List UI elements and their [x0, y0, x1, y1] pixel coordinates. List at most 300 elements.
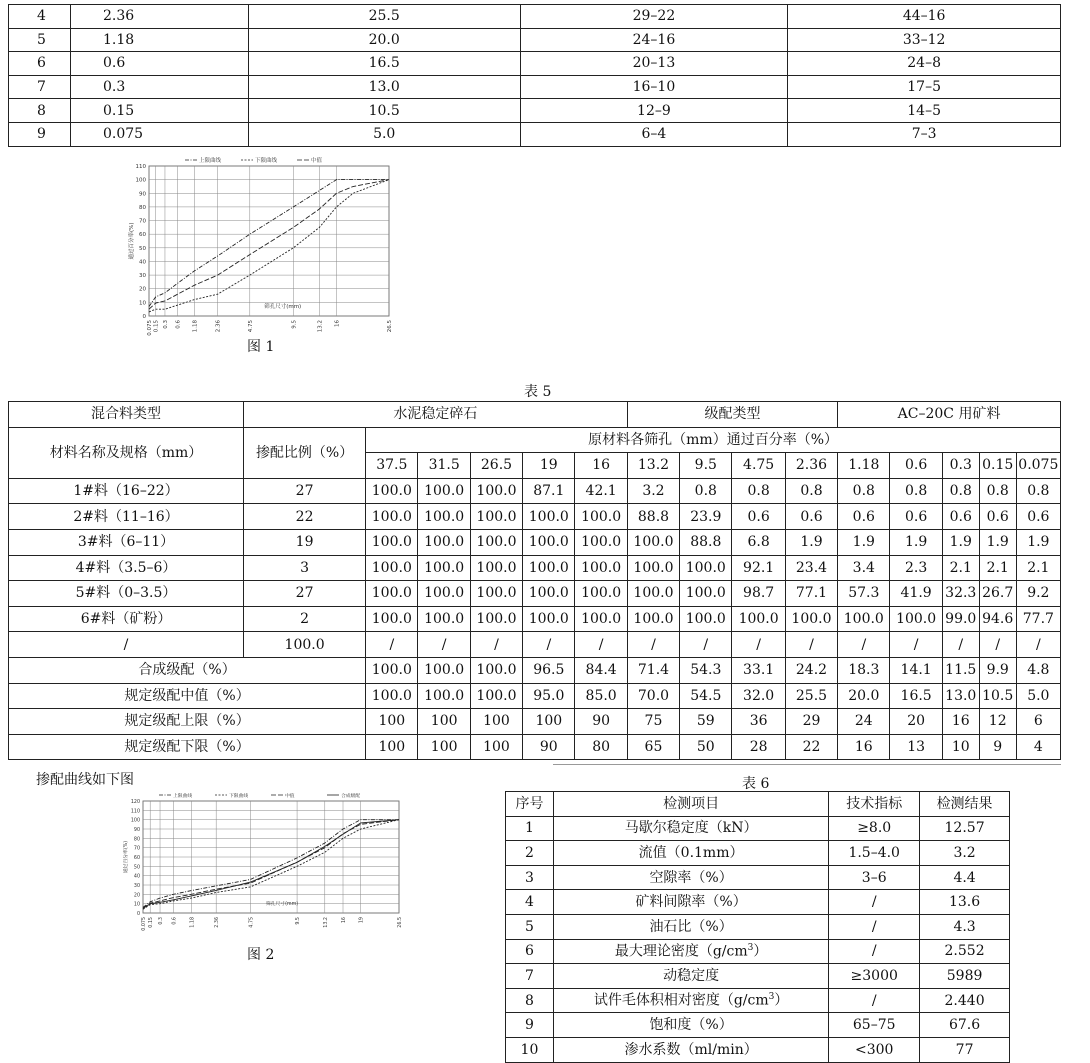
test-item-label: 马歇尔稳定度（kN） — [624, 820, 758, 837]
divider-line — [553, 764, 1061, 765]
table-cell: 92.1 — [732, 555, 785, 581]
table-cell: 37.5 — [366, 453, 418, 479]
table-cell: 13.0 — [248, 75, 520, 99]
table-cell — [553, 1037, 828, 1062]
table-cell: 2#料（11–16） — [9, 504, 244, 530]
table-cell: 9 — [9, 122, 71, 146]
x-tick-label: 16 — [334, 320, 341, 327]
table-header-row — [9, 427, 1061, 453]
table-cell: 5.0 — [1016, 683, 1060, 709]
table-cell: 32.0 — [732, 683, 785, 709]
x-axis-label: 筛孔尺寸(mm) — [265, 902, 299, 907]
table-cell: 100.0 — [785, 606, 837, 632]
table-cell: 96.5 — [523, 657, 575, 683]
table-cell: 2.1 — [1016, 555, 1060, 581]
legend-label: 下限曲线 — [229, 794, 249, 799]
legend-label: 上限曲线 — [199, 158, 222, 164]
table-cell: 18.3 — [838, 657, 890, 683]
table-cell: 5.0 — [248, 122, 520, 146]
table-row — [9, 606, 1061, 632]
x-tick-label: 0.3 — [159, 917, 165, 925]
table-cell: 100.0 — [418, 657, 470, 683]
x-tick-label: 0.3 — [162, 320, 169, 329]
table-row — [506, 890, 1010, 915]
table-cell: 57.3 — [838, 581, 890, 607]
test-item-label: 动稳定度 — [663, 967, 720, 984]
table-cell: 4.3 — [920, 914, 1010, 939]
table-cell: / — [829, 939, 920, 964]
table-cell: 13.6 — [920, 890, 1010, 915]
table-cell: 1#料（16–22） — [9, 478, 244, 504]
table-row — [9, 504, 1061, 530]
gradation-limits-table — [8, 4, 1061, 147]
table-cell: 0.8 — [680, 478, 732, 504]
table-row — [506, 988, 1010, 1013]
table-cell: 9.2 — [1016, 581, 1060, 607]
x-tick-label: 9.5 — [291, 320, 298, 329]
table-cell: 100.0 — [366, 555, 418, 581]
table-cell: 25.5 — [785, 683, 837, 709]
table-cell: 16.5 — [890, 683, 942, 709]
table-cell: 1.9 — [838, 529, 890, 555]
table-cell: 100.0 — [366, 606, 418, 632]
table-cell: 4.75 — [732, 453, 785, 479]
x-tick-label: 16 — [342, 917, 348, 924]
table-cell: 1.18 — [838, 453, 890, 479]
table-cell: 88.8 — [680, 529, 732, 555]
table-cell: 1.9 — [1016, 529, 1060, 555]
table-cell: 100.0 — [470, 478, 522, 504]
table-cell: 50 — [680, 734, 732, 760]
table-cell: 0.075 — [1016, 453, 1060, 479]
table-cell: 84.4 — [575, 657, 627, 683]
table-cell: 90 — [523, 734, 575, 760]
table-row — [506, 841, 1010, 866]
plot-frame — [149, 166, 389, 316]
table-cell: 31.5 — [418, 453, 470, 479]
table-cell: 25.5 — [248, 5, 520, 29]
table-cell: 22 — [785, 734, 837, 760]
table-cell: 65–75 — [829, 1013, 920, 1038]
y-tick-label: 60 — [133, 856, 140, 861]
table-cell: / — [785, 632, 837, 658]
x-tick-label: 0.15 — [149, 917, 155, 928]
table-cell: 100.0 — [627, 606, 679, 632]
table-cell: / — [366, 632, 418, 658]
table-row — [9, 734, 1061, 760]
table-cell: 7 — [9, 75, 71, 99]
table-cell: 100.0 — [366, 657, 418, 683]
table-cell: 100.0 — [470, 504, 522, 530]
table-cell: 1.9 — [979, 529, 1016, 555]
table-row — [506, 1013, 1010, 1038]
table-cell: 水泥稳定碎石 — [244, 402, 628, 428]
table-cell: 13.0 — [942, 683, 979, 709]
x-tick-label: 4.75 — [249, 917, 255, 928]
x-tick-label: 26.5 — [387, 320, 393, 333]
table-cell: 100.0 — [627, 529, 679, 555]
table-cell: 0.8 — [890, 478, 942, 504]
table-cell: 原材料各筛孔（mm）通过百分率（%） — [366, 427, 1061, 453]
table-cell: 100.0 — [523, 555, 575, 581]
table-cell: 2.36 — [70, 5, 248, 29]
table-cell: 100.0 — [575, 606, 627, 632]
y-tick-label: 50 — [133, 865, 140, 871]
table-cell: 42.1 — [575, 478, 627, 504]
table-cell: 100.0 — [418, 581, 470, 607]
table-cell: 11.5 — [942, 657, 979, 683]
series-line-1 — [149, 180, 389, 312]
table-cell: 5 — [9, 28, 71, 52]
table-cell: / — [979, 632, 1016, 658]
table-row — [9, 52, 1061, 76]
table-cell: 技术指标 — [829, 792, 920, 817]
table-cell: 20.0 — [838, 683, 890, 709]
table-cell: 100 — [366, 734, 418, 760]
table-cell: 10 — [506, 1037, 554, 1062]
legend-label: 上限曲线 — [173, 794, 193, 799]
table-cell: 100.0 — [366, 529, 418, 555]
gradation-chart-2 — [118, 789, 403, 941]
table-header-row — [506, 792, 1010, 817]
table-row — [9, 657, 1061, 683]
table-cell: 0.15 — [979, 453, 1016, 479]
table-cell: 16–10 — [520, 75, 788, 99]
x-tick-label: 2.36 — [215, 320, 222, 333]
table-cell: 0.6 — [890, 504, 942, 530]
x-tick-label: 19 — [359, 917, 365, 924]
table-cell — [553, 816, 828, 841]
table-cell: 75 — [627, 709, 679, 735]
table-cell: ≥8.0 — [829, 816, 920, 841]
table-cell: <300 — [829, 1037, 920, 1062]
table-cell: 94.6 — [979, 606, 1016, 632]
table-cell: 87.1 — [523, 478, 575, 504]
table-cell: 98.7 — [732, 581, 785, 607]
table-row — [9, 632, 1061, 658]
table-cell: / — [890, 632, 942, 658]
x-tick-label: 4.75 — [247, 320, 254, 333]
table-cell: 0.8 — [1016, 478, 1060, 504]
table-cell: 0.8 — [979, 478, 1016, 504]
table-cell: 100.0 — [418, 606, 470, 632]
table-cell — [553, 1013, 828, 1038]
table-cell: / — [418, 632, 470, 658]
y-tick-label: 0 — [142, 314, 146, 320]
table-cell: 100.0 — [470, 683, 522, 709]
table-cell: 4 — [1016, 734, 1060, 760]
table-cell: 0.6 — [732, 504, 785, 530]
table-cell: 100.0 — [418, 555, 470, 581]
table-cell: 100.0 — [366, 581, 418, 607]
table-row — [9, 99, 1061, 123]
y-tick-label: 20 — [133, 893, 140, 899]
table-cell: 100.0 — [418, 529, 470, 555]
table-cell: 0.6 — [70, 52, 248, 76]
table-cell: 0.8 — [942, 478, 979, 504]
x-tick-label: 0.075 — [142, 917, 147, 931]
table-cell: / — [627, 632, 679, 658]
test-item-label: 试件毛体积相对密度（g/cm — [593, 992, 769, 1009]
table-cell: 100.0 — [523, 529, 575, 555]
table-cell: / — [942, 632, 979, 658]
table-cell: 20.0 — [248, 28, 520, 52]
table-cell: 33.1 — [732, 657, 785, 683]
table-cell: 6.8 — [732, 529, 785, 555]
y-tick-label: 100 — [130, 818, 140, 824]
table-cell: 2.440 — [920, 988, 1010, 1013]
table-cell: 3.2 — [920, 841, 1010, 866]
table-cell: 1 — [506, 816, 554, 841]
table-cell: 2.1 — [942, 555, 979, 581]
table-cell: / — [523, 632, 575, 658]
table-cell: 54.3 — [680, 657, 732, 683]
table-cell: 0.8 — [732, 478, 785, 504]
table-cell: 1.9 — [785, 529, 837, 555]
table-cell: 16 — [838, 734, 890, 760]
table-cell: 22 — [244, 504, 366, 530]
table-cell: 100.0 — [575, 504, 627, 530]
table-cell: 13.2 — [627, 453, 679, 479]
test-item-label: 油石比（%） — [649, 918, 733, 935]
table-cell: 2.36 — [785, 453, 837, 479]
table-cell: 4 — [506, 890, 554, 915]
table-cell: 2 — [506, 841, 554, 866]
table-cell: 6 — [1016, 709, 1060, 735]
unit-superscript: 3 — [768, 992, 775, 1003]
table-cell: 5989 — [920, 964, 1010, 989]
table-cell: 6 — [9, 52, 71, 76]
table-row — [506, 914, 1010, 939]
table-cell: 100.0 — [418, 683, 470, 709]
table-cell: AC–20C 用矿料 — [838, 402, 1061, 428]
table-cell: 24.2 — [785, 657, 837, 683]
table-cell: 0.6 — [979, 504, 1016, 530]
mix-design-table — [8, 401, 1061, 760]
table-cell: 100 — [470, 734, 522, 760]
table-cell: 100.0 — [366, 504, 418, 530]
table-cell: 88.8 — [627, 504, 679, 530]
table-cell: 4 — [9, 5, 71, 29]
table-cell: 100.0 — [680, 555, 732, 581]
x-tick-label: 1.18 — [192, 320, 199, 333]
y-tick-label: 0 — [136, 912, 140, 917]
table-cell: 2.552 — [920, 939, 1010, 964]
table-cell: 14.1 — [890, 657, 942, 683]
table-cell: 24–16 — [520, 28, 788, 52]
table-cell: 3 — [506, 865, 554, 890]
table-row — [9, 28, 1061, 52]
table-cell: 36 — [732, 709, 785, 735]
table-cell: 100.0 — [470, 581, 522, 607]
legend-label: 中值 — [285, 794, 295, 799]
table-cell: 4#料（3.5–6） — [9, 555, 244, 581]
table-cell: 59 — [680, 709, 732, 735]
table-cell: 27 — [244, 478, 366, 504]
test-item-label: 空隙率（%） — [649, 869, 733, 886]
table-cell: 3–6 — [829, 865, 920, 890]
table-cell: 95.0 — [523, 683, 575, 709]
y-tick-label: 80 — [133, 837, 140, 843]
table-cell: 级配类型 — [627, 402, 837, 428]
table-cell: 0.6 — [890, 453, 942, 479]
marshall-test-table — [505, 791, 1010, 1063]
table-cell: 6–4 — [520, 122, 788, 146]
y-tick-label: 110 — [135, 164, 146, 170]
table-cell: 100 — [418, 709, 470, 735]
table-cell: 0.6 — [838, 504, 890, 530]
table-cell: 100.0 — [627, 581, 679, 607]
table-cell: 序号 — [506, 792, 554, 817]
table-cell: 3#料（6–11） — [9, 529, 244, 555]
y-tick-label: 100 — [135, 177, 146, 184]
table-cell: 100.0 — [366, 683, 418, 709]
x-tick-label: 0.6 — [175, 320, 182, 329]
gradation-chart-1 — [118, 155, 400, 335]
table-row — [506, 1037, 1010, 1062]
table-cell: 检测结果 — [920, 792, 1010, 817]
table-cell: 41.9 — [890, 581, 942, 607]
table-cell: 2.1 — [979, 555, 1016, 581]
table-row — [9, 529, 1061, 555]
table-cell: 100.0 — [523, 606, 575, 632]
y-tick-label: 90 — [139, 191, 146, 198]
table-row — [506, 816, 1010, 841]
table-cell: 100.0 — [470, 555, 522, 581]
y-tick-label: 30 — [133, 884, 140, 889]
table-cell: / — [829, 914, 920, 939]
table-cell: 100.0 — [575, 555, 627, 581]
test-item-label: 渗水系数（ml/min） — [624, 1041, 758, 1058]
table-cell: 100 — [366, 709, 418, 735]
table-cell: / — [9, 632, 244, 658]
table-row — [9, 75, 1061, 99]
table-cell: 20 — [890, 709, 942, 735]
table-cell: / — [470, 632, 522, 658]
table-cell: 2.3 — [890, 555, 942, 581]
y-tick-label: 10 — [133, 902, 140, 908]
table-cell: 100.0 — [523, 504, 575, 530]
table-cell: 16 — [942, 709, 979, 735]
x-tick-label: 1.18 — [190, 917, 196, 928]
table-row — [9, 478, 1061, 504]
table-cell: 100 — [418, 734, 470, 760]
table-cell: 4.8 — [1016, 657, 1060, 683]
table-cell: 5 — [506, 914, 554, 939]
table-cell: 19 — [523, 453, 575, 479]
table-cell: 100.0 — [575, 529, 627, 555]
table-cell: 7–3 — [788, 122, 1061, 146]
table-cell: 28 — [732, 734, 785, 760]
table-cell: 100.0 — [366, 478, 418, 504]
table-row — [9, 555, 1061, 581]
table-row — [506, 964, 1010, 989]
table-cell: 100.0 — [732, 606, 785, 632]
table-cell: 1.9 — [942, 529, 979, 555]
table-cell: 99.0 — [942, 606, 979, 632]
table-cell: 77 — [920, 1037, 1010, 1062]
table-6-caption: 表 6 — [742, 776, 770, 792]
table-cell: 32.3 — [942, 581, 979, 607]
table-cell: 0.6 — [942, 504, 979, 530]
table-cell: 3.2 — [627, 478, 679, 504]
x-tick-label: 13.2 — [317, 320, 324, 333]
table-cell: 14–5 — [788, 99, 1061, 123]
x-tick-label: 0.15 — [153, 320, 160, 333]
table-row — [9, 5, 1061, 29]
table-cell: 12 — [979, 709, 1016, 735]
table-cell: 掺配比例（%） — [244, 427, 366, 478]
table-cell: 5#料（0–3.5） — [9, 581, 244, 607]
table-cell: / — [829, 890, 920, 915]
y-tick-label: 30 — [139, 273, 146, 280]
table-cell: / — [838, 632, 890, 658]
y-tick-label: 90 — [133, 828, 140, 833]
table-cell — [553, 939, 828, 964]
table-row — [506, 865, 1010, 890]
x-tick-label: 0.6 — [172, 917, 178, 925]
table-row — [506, 939, 1010, 964]
y-tick-label: 60 — [139, 232, 146, 239]
test-item-label: 流值（0.1mm） — [638, 844, 744, 861]
table-cell: 24–8 — [788, 52, 1061, 76]
table-cell: 100.0 — [575, 581, 627, 607]
table-cell: 10.5 — [248, 99, 520, 123]
test-item-label: 饱和度（%） — [649, 1017, 733, 1034]
table-cell: 100.0 — [680, 581, 732, 607]
table-cell: 8 — [9, 99, 71, 123]
table-cell: 1.9 — [890, 529, 942, 555]
table-row — [9, 122, 1061, 146]
table-cell: 100.0 — [627, 555, 679, 581]
x-tick-label: 9.5 — [296, 917, 302, 925]
table-cell: / — [575, 632, 627, 658]
table-cell: 100 — [470, 709, 522, 735]
table-cell: / — [680, 632, 732, 658]
table-cell: 29 — [785, 709, 837, 735]
table-cell: 材料名称及规格（mm） — [9, 427, 244, 478]
table-cell: 100.0 — [244, 632, 366, 658]
table-cell: 规定级配中值（%） — [9, 683, 366, 709]
table-cell: 85.0 — [575, 683, 627, 709]
table-cell: 100.0 — [523, 581, 575, 607]
test-item-label-end: ） — [753, 943, 768, 960]
table-cell: 合成级配（%） — [9, 657, 366, 683]
x-tick-label: 26.5 — [398, 917, 403, 928]
table-cell: 3.4 — [838, 555, 890, 581]
table-cell: 54.5 — [680, 683, 732, 709]
table-cell: 100.0 — [470, 657, 522, 683]
table-cell: 规定级配下限（%） — [9, 734, 366, 760]
table-cell: 26.7 — [979, 581, 1016, 607]
table-cell: 70.0 — [627, 683, 679, 709]
table-cell: 44–16 — [788, 5, 1061, 29]
table-cell: 67.6 — [920, 1013, 1010, 1038]
table-cell: 10 — [942, 734, 979, 760]
table-cell: 0.3 — [70, 75, 248, 99]
legend-label: 下限曲线 — [255, 158, 278, 164]
table-cell: / — [732, 632, 785, 658]
table-5-caption: 表 5 — [524, 384, 552, 400]
table-cell: 6#料（矿粉） — [9, 606, 244, 632]
table-cell: 77.7 — [1016, 606, 1060, 632]
table-cell: 29–22 — [520, 5, 788, 29]
table-cell: 17–5 — [788, 75, 1061, 99]
table-cell: 0.8 — [838, 478, 890, 504]
table-cell — [553, 914, 828, 939]
table-row — [9, 581, 1061, 607]
table-cell: 9 — [506, 1013, 554, 1038]
